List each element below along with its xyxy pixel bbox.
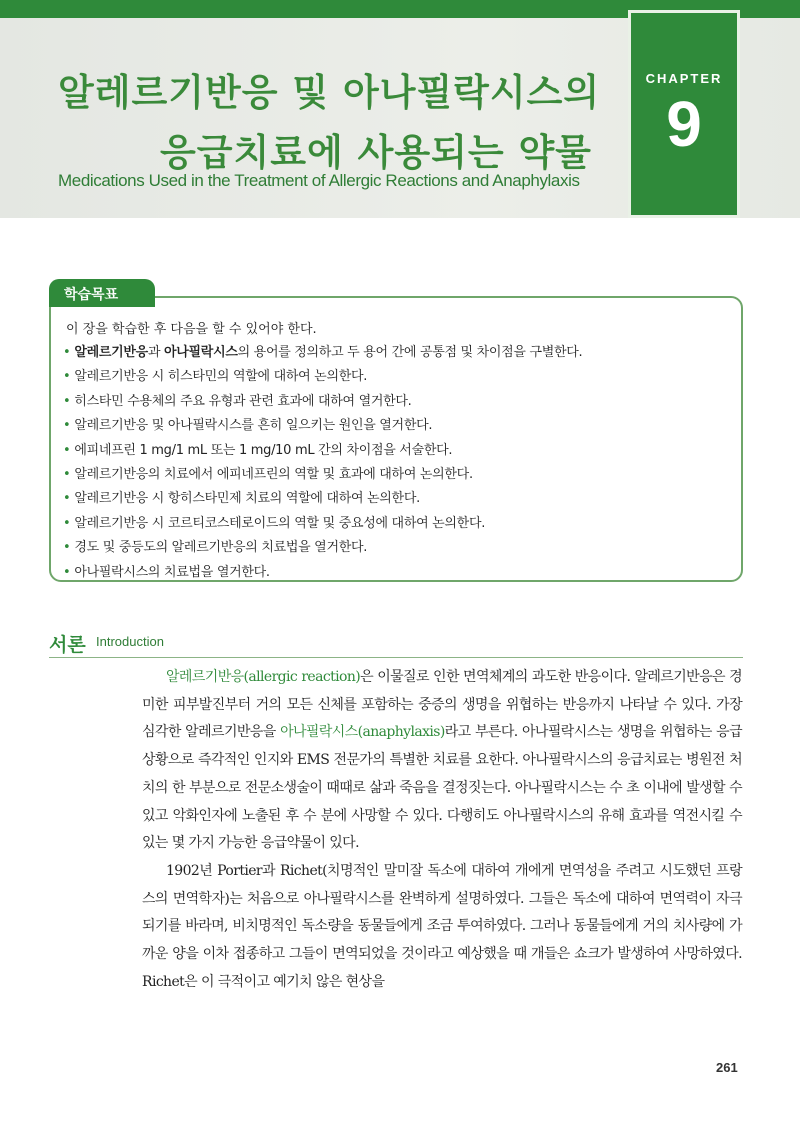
objective-item: • 알레르기반응 및 아나필락시스를 흔히 일으키는 원인을 열거한다.	[63, 414, 582, 438]
objectives-list	[63, 341, 582, 585]
paragraph-text: 라고 부른다. 아나필락시스는 생명을 위협하는 응급상황으로 즉각적인 인지와 EMS 전문가의 특별한 치료를 요한다. 아나필락시스의 응급치료는 병원전 처치의 한 부분으로 전문소생술이 때때로 삶과 죽음을 결정짓는다. 아나필락시스는 수 초 이내에 발생할 수 있고 악화인자에 노출된 후 수 분에 사망할 수 있다. 다행히도 아나필락시스의 유해 효과를 역전시킬 수 있는 몇 가지 가능한 응급약물이 있다.	[142, 724, 742, 852]
section-title: 서론	[49, 634, 86, 656]
learning-objectives-tab: 학습목표	[49, 279, 155, 307]
section-divider	[49, 657, 743, 658]
objective-item: • 에피네프린 1 mg/1 mL 또는 1 mg/10 mL 간의 차이점을 서술한다.	[63, 439, 582, 463]
objective-item: • 아나필락시스의 치료법을 열거한다.	[63, 561, 582, 585]
objective-term: 알레르기반응	[74, 345, 148, 360]
objective-text: 과	[147, 345, 165, 360]
objective-item: • 경도 및 중등도의 알레르기반응의 치료법을 열거한다.	[63, 536, 582, 560]
page-number: 261	[716, 1060, 738, 1075]
objective-text: 의 용어를 정의하고 두 용어 간에 공통점 및 차이점을 구별한다.	[237, 345, 583, 360]
objective-item: • 알레르기반응 시 코르티코스테로이드의 역할 및 중요성에 대하여 논의한다.	[63, 512, 582, 536]
objective-item	[63, 341, 582, 365]
paragraph-1	[142, 664, 742, 858]
introduction-body	[142, 664, 742, 996]
objective-term: 아나필락시스	[164, 345, 238, 360]
objective-item: • 알레르기반응 시 히스타민의 역할에 대하여 논의한다.	[63, 365, 582, 389]
chapter-number: 9	[666, 88, 702, 160]
chapter-title-line-1: 알레르기반응 및 아나필락시스의	[58, 71, 601, 114]
paragraph-text: 은 이물질로 인한 면역체계의 과도한 반응이다. 알레르기반응은 경미한 피부발진부터 거의 모든 신체를 포함하는 중증의 생명을 위협하는 반응까지 나타날 수 있다. 가장 심각한 알레르기반응을	[142, 669, 743, 741]
chapter-number-box	[628, 10, 740, 218]
section-subtitle: Introduction	[96, 634, 164, 649]
objective-item: • 히스타민 수용체의 주요 유형과 관련 효과에 대하여 열거한다.	[63, 390, 582, 414]
objective-item: • 알레르기반응 시 항히스타민제 치료의 역할에 대하여 논의한다.	[63, 487, 582, 511]
chapter-subtitle: Medications Used in the Treatment of Allergic Reactions and Anaphylaxis	[58, 171, 580, 190]
paragraph-2: 1902년 Portier과 Richet(치명적인 말미잘 독소에 대하여 개에게 면역성을 주려고 시도했던 프랑스의 면역학자)는 처음으로 아나필락시스를 완벽하게 설명하였다. 그들은 독소에 대하여 면역력이 자극되기를 바라며, 비치명적인 독소량을 동물들에게 조금 투여하였다. 그러나 동물들에게 거의 치사량에 가까운 양을 이차 접종하고 그들이 면역되었을 것이라고 예상했을 때 개들은 쇼크가 발생하여 사망하였다. Richet은 이 극적이고 예기치 않은 현상을	[142, 862, 742, 990]
objective-item: • 알레르기반응의 치료에서 에피네프린의 역할 및 효과에 대하여 논의한다.	[63, 463, 582, 487]
chapter-title-line-2: 응급치료에 사용되는 약물	[160, 131, 592, 174]
chapter-label: CHAPTER	[645, 71, 723, 86]
key-term: 아나필락시스(anaphylaxis)	[280, 724, 445, 741]
key-term: 알레르기반응(allergic reaction)	[166, 669, 361, 685]
objectives-intro: 이 장을 학습한 후 다음을 할 수 있어야 한다.	[66, 322, 317, 337]
